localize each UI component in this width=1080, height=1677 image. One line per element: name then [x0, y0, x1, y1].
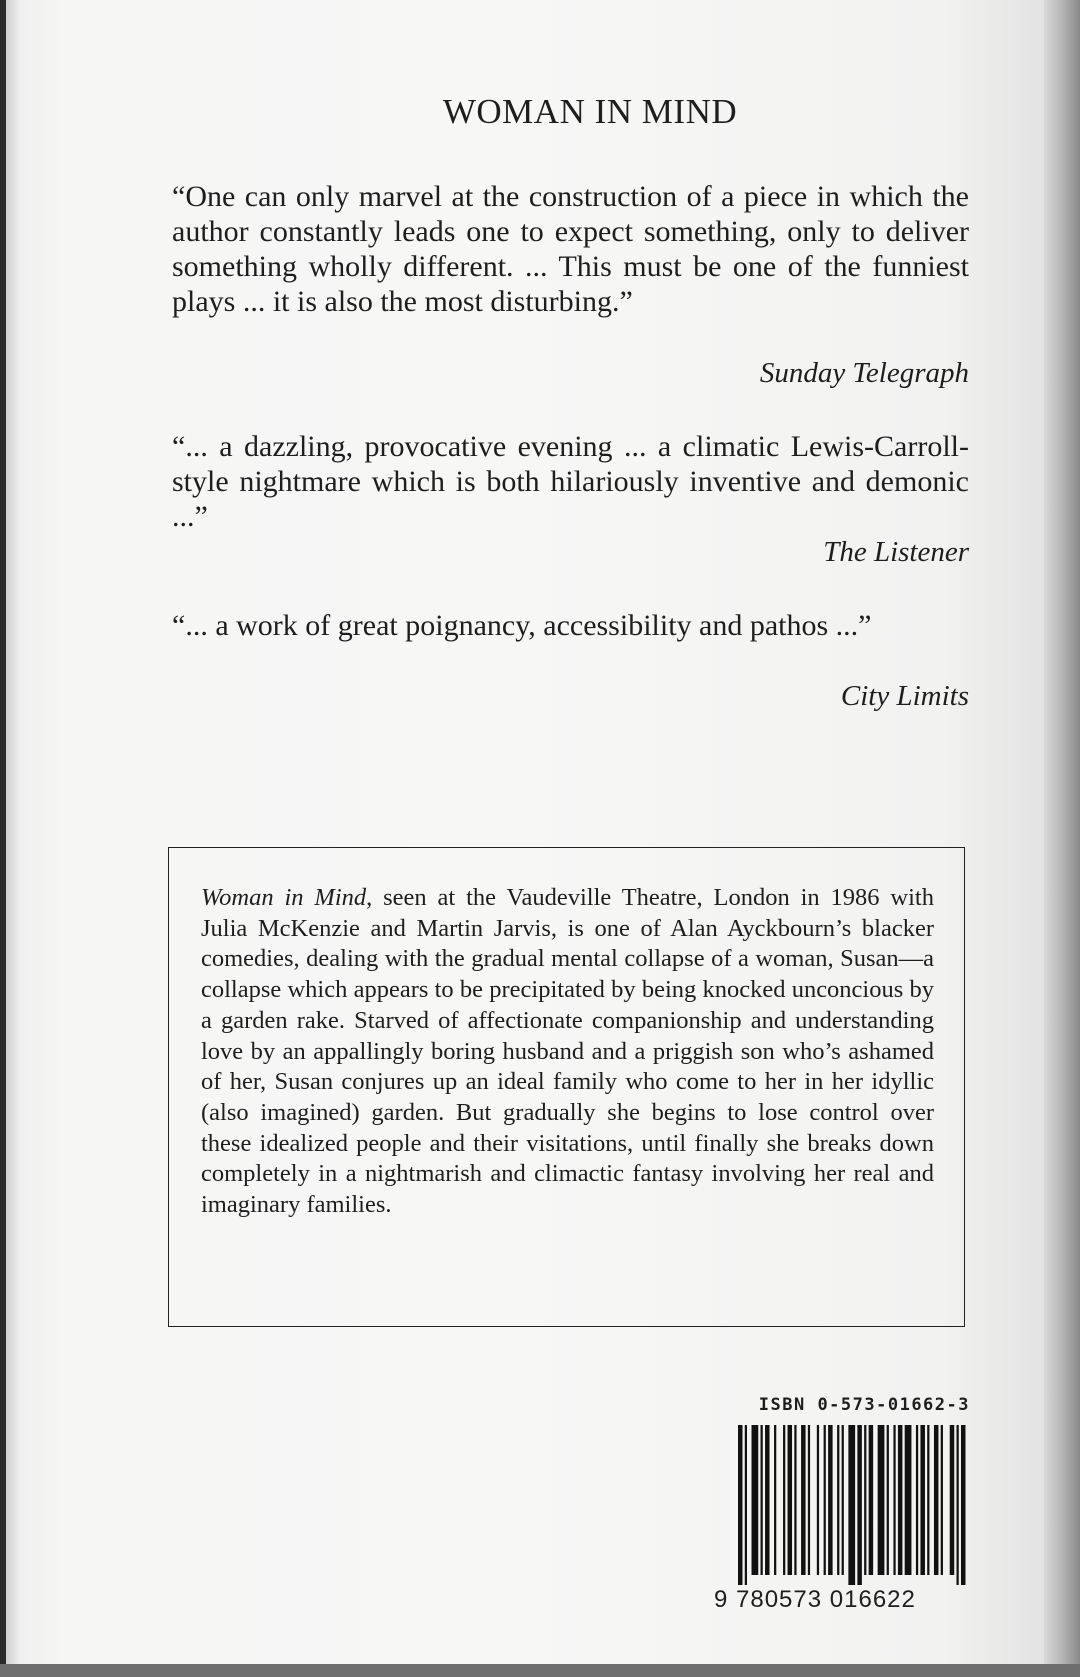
- barcode-bar: [941, 1425, 943, 1575]
- barcode-bar: [950, 1425, 955, 1575]
- barcode-bar: [887, 1425, 889, 1575]
- barcode-bar: [817, 1425, 819, 1575]
- barcode-bar: [905, 1425, 912, 1575]
- barcode-bar: [956, 1425, 958, 1585]
- review-source: City Limits: [840, 680, 969, 712]
- review-source: The Listener: [823, 536, 969, 568]
- review-source: Sunday Telegraph: [759, 357, 969, 389]
- barcode-number: 9 780573 016622: [714, 1586, 916, 1613]
- barcode-bar: [752, 1425, 759, 1575]
- barcode-bar: [927, 1425, 929, 1575]
- barcode-bar: [916, 1425, 918, 1575]
- barcode-bar: [761, 1425, 763, 1575]
- page-edge-right: [1044, 0, 1080, 1677]
- barcode-bar: [774, 1425, 776, 1575]
- barcode-bar: [842, 1425, 844, 1575]
- synopsis-text: [201, 883, 934, 1221]
- barcode-bar: [920, 1425, 925, 1575]
- barcode-bar: [794, 1425, 796, 1575]
- barcode-bar: [848, 1425, 855, 1585]
- barcode-bar: [745, 1425, 747, 1585]
- barcode-bar: [824, 1425, 826, 1575]
- barcode-icon: [738, 1425, 970, 1585]
- barcode-bar: [837, 1425, 839, 1575]
- review-quote: “One can only marvel at the construction of a piece in which the author constantly leads one to expect something, only to deliver something wholly different. ... This must be one of the funniest plays ... it is also the most disturbing.”: [172, 180, 969, 318]
- barcode-bar: [934, 1425, 939, 1575]
- review-quote: “... a dazzling, provocative evening ... a climatic Lewis-Carroll-style nightmare which is both hilariously inventive and demonic ...”: [172, 430, 969, 533]
- barcode-bar: [801, 1425, 806, 1575]
- barcode-bar: [898, 1425, 903, 1575]
- play-title-italic: Woman in Mind: [201, 884, 367, 911]
- barcode-bar: [961, 1425, 966, 1585]
- barcode-bar: [869, 1425, 874, 1575]
- book-title: WOMAN IN MIND: [442, 92, 738, 131]
- barcode-bar: [893, 1425, 895, 1575]
- review-quote: “... a work of great poignancy, accessibility and pathos ...”: [172, 609, 872, 642]
- barcode-bar: [828, 1425, 833, 1575]
- barcode-bar: [738, 1425, 743, 1585]
- barcode-bar: [783, 1425, 785, 1575]
- barcode-bar: [808, 1425, 810, 1575]
- synopsis-body: , seen at the Vaudeville Theatre, London in 1986 with Julia McKenzie and Martin Jarvis, is one of Alan Ayckbourn’s blacker comedies, dealing with the gradual mental collapse of a woman, Susan—a collapse which appears to be precipitated by being knocked unconcious by a garden rake. Starved of affectionate companionship and understanding love by an appallingly boring husband and a priggish son who’s ashamed of her, Susan conjures up an ideal family who come to her in her idyllic (also imagined) garden. But gradually she begins to lose control over these idealized people and their visitations, until finally she breaks down completely in a nightmarish and climactic fantasy involving her real and imaginary families.: [201, 884, 934, 1219]
- barcode-bar: [878, 1425, 885, 1575]
- barcode-bar: [857, 1425, 862, 1585]
- barcode-bar: [864, 1425, 866, 1575]
- barcode-bar: [765, 1425, 770, 1575]
- page-edge-bottom: [0, 1664, 1080, 1677]
- isbn-label: ISBN 0-573-01662-3: [758, 1395, 970, 1415]
- spine-shadow: [6, 0, 20, 1664]
- barcode-bar: [788, 1425, 793, 1575]
- synopsis-box: [168, 847, 965, 1327]
